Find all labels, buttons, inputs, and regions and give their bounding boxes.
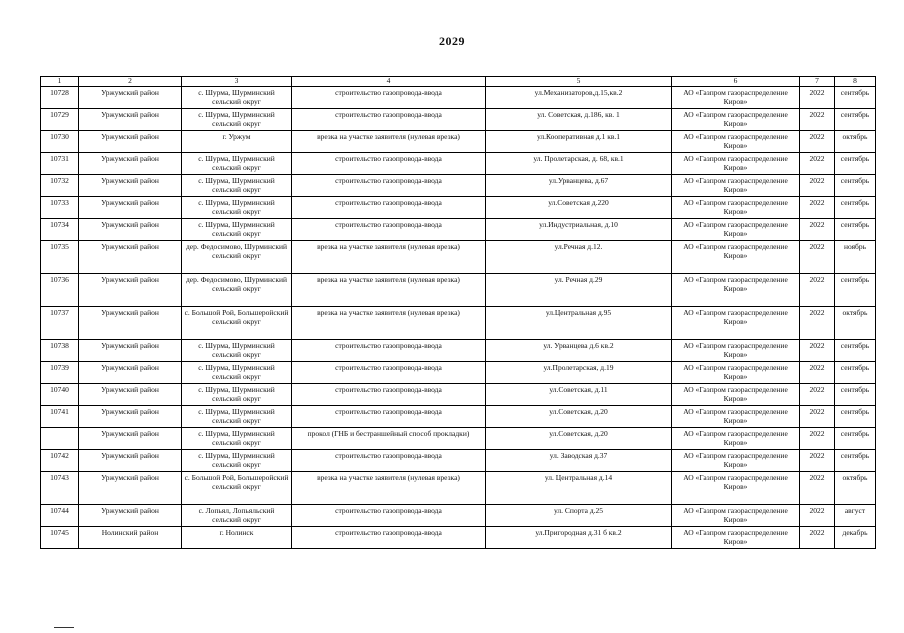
row-number: 10741 <box>41 406 79 428</box>
organization-cell: АО «Газпром газораспределение Киров» <box>672 505 800 527</box>
settlement-cell: дер. Федосимово, Шурминский сельский округ <box>182 241 292 274</box>
year-cell: 2022 <box>800 527 835 549</box>
column-header-3: 3 <box>182 77 292 87</box>
organization-cell: АО «Газпром газораспределение Киров» <box>672 197 800 219</box>
address-cell: ул.Механизаторов,д.15,кв.2 <box>486 87 672 109</box>
work-type-cell: строительство газопровода-ввода <box>292 527 486 549</box>
month-cell: сентябрь <box>835 109 876 131</box>
column-header-7: 7 <box>800 77 835 87</box>
work-type-cell: врезка на участке заявителя (нулевая врезка) <box>292 307 486 340</box>
district-cell: Уржумский район <box>79 274 182 307</box>
month-cell: сентябрь <box>835 340 876 362</box>
table-row <box>41 527 876 549</box>
year-cell: 2022 <box>800 428 835 450</box>
district-cell: Уржумский район <box>79 175 182 197</box>
year-cell: 2022 <box>800 362 835 384</box>
column-header-8: 8 <box>835 77 876 87</box>
table-row <box>41 219 876 241</box>
table-row <box>41 505 876 527</box>
address-cell: ул. Центральная д.14 <box>486 472 672 505</box>
settlement-cell: с. Лопьял, Лопьяльский сельский округ <box>182 505 292 527</box>
row-number: 10745 <box>41 527 79 549</box>
table-row <box>41 450 876 472</box>
work-type-cell: строительство газопровода-ввода <box>292 219 486 241</box>
settlement-cell: с. Шурма, Шурминский сельский округ <box>182 197 292 219</box>
month-cell: сентябрь <box>835 450 876 472</box>
month-cell: август <box>835 505 876 527</box>
organization-cell: АО «Газпром газораспределение Киров» <box>672 241 800 274</box>
table-row <box>41 109 876 131</box>
column-header-4: 4 <box>292 77 486 87</box>
year-cell: 2022 <box>800 274 835 307</box>
table-row <box>41 274 876 307</box>
address-cell: ул.Советская, д.20 <box>486 428 672 450</box>
settlement-cell: г. Нолинск <box>182 527 292 549</box>
settlement-cell: с. Шурма, Шурминский сельский округ <box>182 219 292 241</box>
settlement-cell: с. Шурма, Шурминский сельский округ <box>182 153 292 175</box>
organization-cell: АО «Газпром газораспределение Киров» <box>672 109 800 131</box>
work-type-cell: врезка на участке заявителя (нулевая врезка) <box>292 274 486 307</box>
row-number: 10740 <box>41 384 79 406</box>
district-cell: Уржумский район <box>79 362 182 384</box>
month-cell: сентябрь <box>835 428 876 450</box>
row-number: 10729 <box>41 109 79 131</box>
organization-cell: АО «Газпром газораспределение Киров» <box>672 87 800 109</box>
address-cell: ул.Советская д.220 <box>486 197 672 219</box>
address-cell: ул. Заводская д.37 <box>486 450 672 472</box>
address-cell: ул.Советская, д.11 <box>486 384 672 406</box>
district-cell: Уржумский район <box>79 384 182 406</box>
header-row <box>41 77 876 87</box>
settlement-cell: с. Большой Рой, Большеройский сельский округ <box>182 307 292 340</box>
row-number: 10734 <box>41 219 79 241</box>
district-cell: Уржумский район <box>79 87 182 109</box>
work-type-cell: строительство газопровода-ввода <box>292 340 486 362</box>
year-cell: 2022 <box>800 131 835 153</box>
address-cell: ул.Пролетарская, д.19 <box>486 362 672 384</box>
organization-cell: АО «Газпром газораспределение Киров» <box>672 527 800 549</box>
work-type-cell: строительство газопровода-ввода <box>292 109 486 131</box>
address-cell: ул. Урванцева д.6 кв.2 <box>486 340 672 362</box>
table-row <box>41 307 876 340</box>
district-cell: Уржумский район <box>79 219 182 241</box>
settlement-cell: с. Шурма, Шурминский сельский округ <box>182 384 292 406</box>
work-type-cell: строительство газопровода-ввода <box>292 87 486 109</box>
district-cell: Уржумский район <box>79 472 182 505</box>
address-cell: ул.Кооперативная д.1 кв.1 <box>486 131 672 153</box>
year-cell: 2022 <box>800 384 835 406</box>
table-row <box>41 384 876 406</box>
organization-cell: АО «Газпром газораспределение Киров» <box>672 307 800 340</box>
row-number: 10728 <box>41 87 79 109</box>
work-type-cell: врезка на участке заявителя (нулевая врезка) <box>292 241 486 274</box>
year-cell: 2022 <box>800 87 835 109</box>
year-cell: 2022 <box>800 472 835 505</box>
table-row <box>41 175 876 197</box>
month-cell: сентябрь <box>835 197 876 219</box>
month-cell: декабрь <box>835 527 876 549</box>
address-cell: ул. Пролетарская, д. 68, кв.1 <box>486 153 672 175</box>
work-type-cell: врезка на участке заявителя (нулевая врезка) <box>292 472 486 505</box>
month-cell: сентябрь <box>835 274 876 307</box>
organization-cell: АО «Газпром газораспределение Киров» <box>672 219 800 241</box>
work-type-cell: строительство газопровода-ввода <box>292 153 486 175</box>
month-cell: сентябрь <box>835 406 876 428</box>
column-header-5: 5 <box>486 77 672 87</box>
work-type-cell: прокол (ГНБ и бестраншейный способ прокладки) <box>292 428 486 450</box>
row-number: 10735 <box>41 241 79 274</box>
work-type-cell: строительство газопровода-ввода <box>292 197 486 219</box>
settlement-cell: г. Уржум <box>182 131 292 153</box>
row-number: 10730 <box>41 131 79 153</box>
address-cell: ул. Советская, д.186, кв. 1 <box>486 109 672 131</box>
row-number: 10733 <box>41 197 79 219</box>
settlement-cell: с. Шурма, Шурминский сельский округ <box>182 406 292 428</box>
column-header-1: 1 <box>41 77 79 87</box>
address-cell: ул.Урванцева, д.67 <box>486 175 672 197</box>
footer-mark <box>54 627 74 628</box>
settlement-cell: с. Шурма, Шурминский сельский округ <box>182 87 292 109</box>
year-cell: 2022 <box>800 219 835 241</box>
organization-cell: АО «Газпром газораспределение Киров» <box>672 175 800 197</box>
work-type-cell: строительство газопровода-ввода <box>292 362 486 384</box>
organization-cell: АО «Газпром газораспределение Киров» <box>672 131 800 153</box>
page-number: 2029 <box>439 34 465 48</box>
settlement-cell: с. Шурма, Шурминский сельский округ <box>182 428 292 450</box>
organization-cell: АО «Газпром газораспределение Киров» <box>672 362 800 384</box>
work-type-cell: строительство газопровода-ввода <box>292 505 486 527</box>
year-cell: 2022 <box>800 505 835 527</box>
table-row <box>41 241 876 274</box>
column-header-6: 6 <box>672 77 800 87</box>
district-cell: Уржумский район <box>79 131 182 153</box>
organization-cell: АО «Газпром газораспределение Киров» <box>672 340 800 362</box>
district-cell: Уржумский район <box>79 340 182 362</box>
work-type-cell: строительство газопровода-ввода <box>292 406 486 428</box>
organization-cell: АО «Газпром газораспределение Киров» <box>672 274 800 307</box>
row-number: 10738 <box>41 340 79 362</box>
settlement-cell: с. Шурма, Шурминский сельский округ <box>182 175 292 197</box>
column-header-2: 2 <box>79 77 182 87</box>
month-cell: сентябрь <box>835 384 876 406</box>
year-cell: 2022 <box>800 340 835 362</box>
table-row <box>41 406 876 428</box>
month-cell: сентябрь <box>835 362 876 384</box>
month-cell: сентябрь <box>835 87 876 109</box>
organization-cell: АО «Газпром газораспределение Киров» <box>672 153 800 175</box>
district-cell: Уржумский район <box>79 505 182 527</box>
district-cell: Уржумский район <box>79 109 182 131</box>
table-row <box>41 197 876 219</box>
table-body <box>41 87 876 549</box>
organization-cell: АО «Газпром газораспределение Киров» <box>672 428 800 450</box>
address-cell: ул.Советская, д.20 <box>486 406 672 428</box>
organization-cell: АО «Газпром газораспределение Киров» <box>672 450 800 472</box>
year-cell: 2022 <box>800 307 835 340</box>
row-number: 10739 <box>41 362 79 384</box>
work-type-cell: строительство газопровода-ввода <box>292 450 486 472</box>
district-cell: Нолинский район <box>79 527 182 549</box>
organization-cell: АО «Газпром газораспределение Киров» <box>672 472 800 505</box>
work-type-cell: врезка на участке заявителя (нулевая врезка) <box>292 131 486 153</box>
table-row <box>41 87 876 109</box>
row-number: 10742 <box>41 450 79 472</box>
district-cell: Уржумский район <box>79 197 182 219</box>
table-row <box>41 428 876 450</box>
month-cell: октябрь <box>835 131 876 153</box>
table-row <box>41 472 876 505</box>
district-cell: Уржумский район <box>79 450 182 472</box>
settlement-cell: дер. Федосимово, Шурминский сельский округ <box>182 274 292 307</box>
row-number: 10744 <box>41 505 79 527</box>
settlement-cell: с. Большой Рой, Большеройский сельский округ <box>182 472 292 505</box>
address-cell: ул.Речная д.12. <box>486 241 672 274</box>
row-number: 10743 <box>41 472 79 505</box>
settlement-cell: с. Шурма, Шурминский сельский округ <box>182 340 292 362</box>
year-cell: 2022 <box>800 450 835 472</box>
month-cell: сентябрь <box>835 219 876 241</box>
row-number: 10732 <box>41 175 79 197</box>
table-row <box>41 131 876 153</box>
month-cell: октябрь <box>835 472 876 505</box>
year-cell: 2022 <box>800 197 835 219</box>
district-cell: Уржумский район <box>79 241 182 274</box>
month-cell: ноябрь <box>835 241 876 274</box>
year-cell: 2022 <box>800 153 835 175</box>
work-type-cell: строительство газопровода-ввода <box>292 175 486 197</box>
year-cell: 2022 <box>800 241 835 274</box>
district-cell: Уржумский район <box>79 428 182 450</box>
settlement-cell: с. Шурма, Шурминский сельский округ <box>182 450 292 472</box>
settlement-cell: с. Шурма, Шурминский сельский округ <box>182 362 292 384</box>
row-number: 10731 <box>41 153 79 175</box>
organization-cell: АО «Газпром газораспределение Киров» <box>672 406 800 428</box>
month-cell: сентябрь <box>835 175 876 197</box>
row-number: 10736 <box>41 274 79 307</box>
address-cell: ул. Речная д.29 <box>486 274 672 307</box>
address-cell: ул.Пригородная д.31 б кв.2 <box>486 527 672 549</box>
year-cell: 2022 <box>800 406 835 428</box>
district-cell: Уржумский район <box>79 406 182 428</box>
address-cell: ул.Центральная д.95 <box>486 307 672 340</box>
organization-cell: АО «Газпром газораспределение Киров» <box>672 384 800 406</box>
address-cell: ул. Спорта д.25 <box>486 505 672 527</box>
address-cell: ул.Индустриальная, д.10 <box>486 219 672 241</box>
month-cell: сентябрь <box>835 153 876 175</box>
district-cell: Уржумский район <box>79 307 182 340</box>
settlement-cell: с. Шурма, Шурминский сельский округ <box>182 109 292 131</box>
year-cell: 2022 <box>800 109 835 131</box>
work-type-cell: строительство газопровода-ввода <box>292 384 486 406</box>
gasification-table <box>40 76 876 549</box>
row-number: 10737 <box>41 307 79 340</box>
table-row <box>41 340 876 362</box>
row-number <box>41 428 79 450</box>
district-cell: Уржумский район <box>79 153 182 175</box>
table-row <box>41 362 876 384</box>
table-row <box>41 153 876 175</box>
month-cell: октябрь <box>835 307 876 340</box>
year-cell: 2022 <box>800 175 835 197</box>
